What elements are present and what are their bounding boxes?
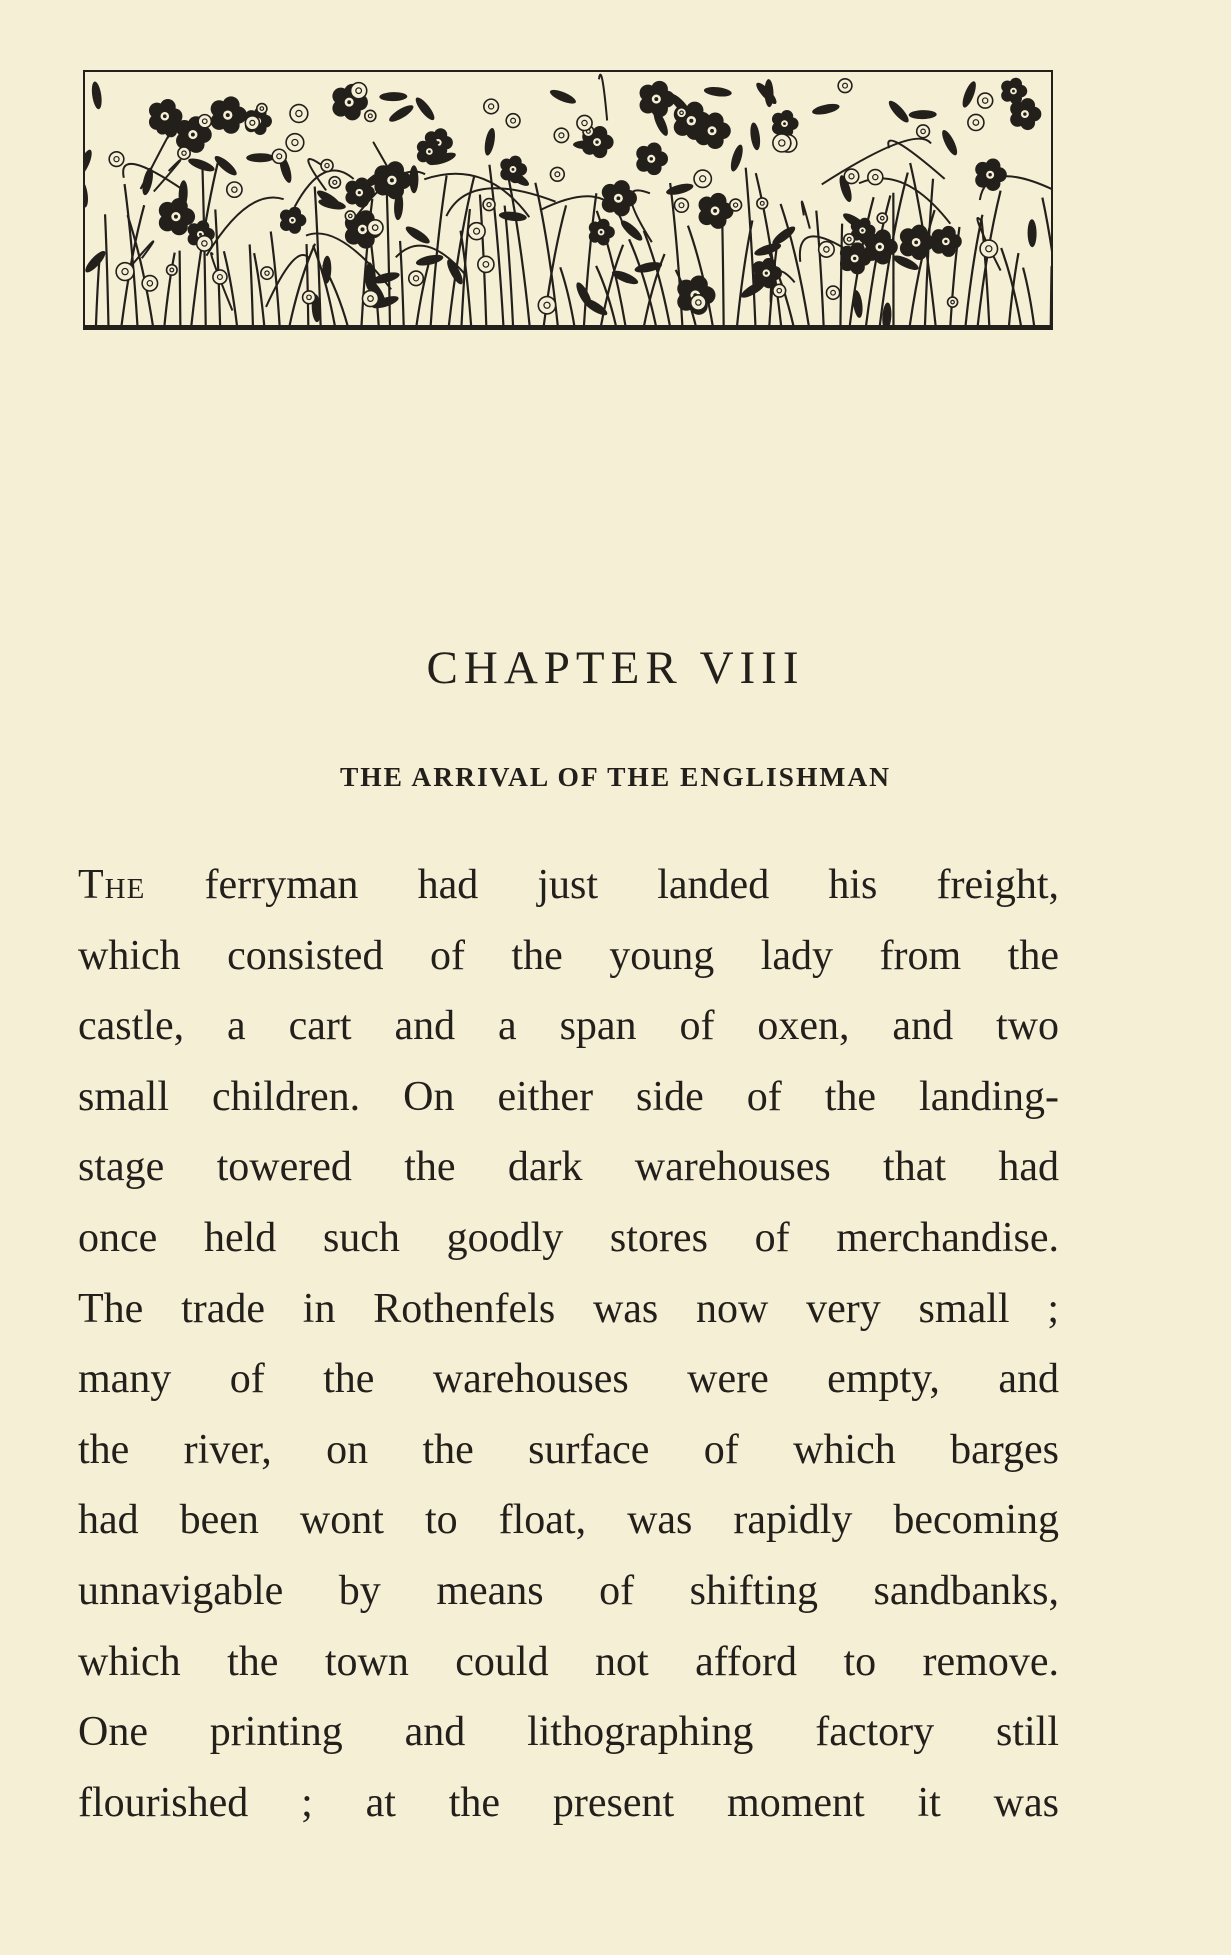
text-line [78,850,1059,921]
text-line: The trade in Rothenfels was now very small ; [78,1285,1059,1332]
text-line-content: ferryman had just landed his freight, [145,862,1059,908]
text-line: many of the warehouses were empty, and [78,1356,1059,1403]
drop-word: The [78,862,146,908]
text-line: once held such goodly stores of merchandise. [78,1214,1059,1261]
body-paragraph [78,850,1059,1838]
text-line: castle, a cart and a span of oxen, and two [78,1003,1059,1050]
text-line: One printing and lithographing factory still [78,1709,1059,1756]
text-line: had been wont to float, was rapidly becoming [78,1497,1059,1544]
floral-ornament-header [83,70,1053,330]
text-line: unnavigable by means of shifting sandbanks, [78,1567,1059,1614]
text-line: the river, on the surface of which barges [78,1426,1059,1473]
text-line: which the town could not afford to remove. [78,1638,1059,1685]
text-line: which consisted of the young lady from the [78,932,1059,979]
text-line: stage towered the dark warehouses that had [78,1144,1059,1191]
chapter-title: CHAPTER VIII [426,642,805,694]
floral-border-icon [83,70,1053,330]
chapter-subtitle: THE ARRIVAL OF THE ENGLISHMAN [339,761,892,792]
text-line: flourished ; at the present moment it was [78,1779,1059,1826]
text-line: small children. On either side of the landing- [78,1073,1059,1120]
